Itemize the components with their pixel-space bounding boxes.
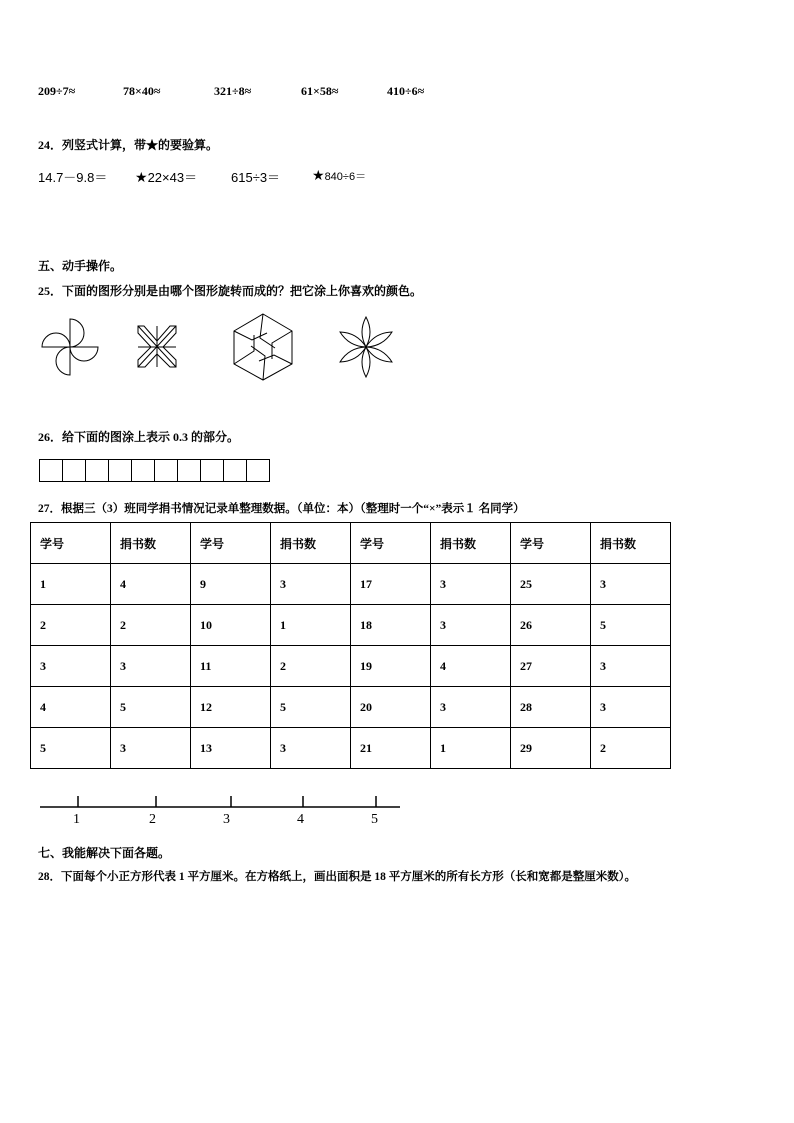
table-cell: 4 [111,564,191,605]
table-cell: 3 [431,605,511,646]
star-icon: ★ [312,167,325,183]
table-header-cell: 学号 [191,523,271,564]
table-cell: 2 [271,646,351,687]
table-cell: 3 [271,564,351,605]
table-header-cell: 学号 [511,523,591,564]
table-cell: 3 [431,564,511,605]
table-cell: 12 [191,687,271,728]
table-cell: 3 [591,646,671,687]
table-cell: 2 [591,728,671,769]
table-header-cell: 捐书数 [431,523,511,564]
table-cell: 19 [351,646,431,687]
table-cell: 10 [191,605,271,646]
section-7-heading: 七、我能解决下面各题。 [38,846,171,860]
axis-label: 4 [297,812,304,827]
section-5-heading: 五、动手操作。 [38,259,123,273]
table-cell: 29 [511,728,591,769]
calc-item-3: 615÷3＝ [231,170,281,185]
tally-axis [38,792,403,837]
table-row [31,605,671,646]
strip-cell[interactable] [131,459,155,482]
table-row [31,687,671,728]
table-cell: 1 [31,564,111,605]
table-cell: 3 [591,564,671,605]
question-28-title: 28．下面每个小正方形代表 1 平方厘米。在方格纸上，画出面积是 18 平方厘米的所有长方形（长和宽都是整厘米数）。 [38,871,636,883]
calc-item-4-text: 840÷6＝ [324,171,367,183]
x-arrow-icon[interactable] [138,326,176,367]
axis-label: 1 [73,812,80,827]
table-cell: 3 [431,687,511,728]
table-cell: 21 [351,728,431,769]
rotation-shapes [30,312,420,382]
table-cell: 5 [111,687,191,728]
calc-item-4 [312,167,366,184]
table-cell: 1 [271,605,351,646]
table-cell: 9 [191,564,271,605]
strip-cell[interactable] [154,459,178,482]
table-cell: 1 [431,728,511,769]
estimate-item-1: 209÷7≈ [38,84,76,98]
decimal-strip [39,459,269,482]
table-row [31,728,671,769]
table-cell: 3 [271,728,351,769]
calc-item-2-text: 22×43＝ [147,170,198,185]
table-row [31,564,671,605]
table-cell: 18 [351,605,431,646]
table-cell: 5 [31,728,111,769]
calc-item-1: 14.7－9.8＝ [38,170,108,185]
table-header-cell: 捐书数 [271,523,351,564]
strip-cell[interactable] [108,459,132,482]
table-cell: 4 [431,646,511,687]
table-cell: 5 [271,687,351,728]
table-cell: 20 [351,687,431,728]
table-cell: 27 [511,646,591,687]
strip-cell[interactable] [200,459,224,482]
table-cell: 2 [111,605,191,646]
hexagon-spiral-icon[interactable] [234,314,292,380]
estimate-item-4: 61×58≈ [301,84,339,98]
axis-label: 5 [371,812,378,827]
table-header-cell: 学号 [351,523,431,564]
table-row [31,646,671,687]
axis-label: 3 [223,812,230,827]
pinwheel-icon[interactable] [42,319,98,375]
table-cell: 3 [111,646,191,687]
question-25-title: 25．下面的图形分别是由哪个图形旋转而成的？把它涂上你喜欢的颜色。 [38,284,423,298]
table-cell: 25 [511,564,591,605]
table-header-row [31,523,671,564]
question-27-title: 27．根据三（3）班同学捐书情况记录单整理数据。（单位：本）（整理时一个“×”表示１ 名同学） [38,503,525,515]
calc-item-2 [135,167,197,186]
question-24-title: 24．列竖式计算，带★的要验算。 [38,138,219,152]
strip-cell[interactable] [39,459,63,482]
table-cell: 11 [191,646,271,687]
table-cell: 26 [511,605,591,646]
donation-table [30,522,671,769]
table-cell: 5 [591,605,671,646]
star-icon: ★ [135,169,148,185]
table-cell: 3 [31,646,111,687]
table-cell: 4 [31,687,111,728]
strip-cell[interactable] [85,459,109,482]
question-26-title: 26．给下面的图涂上表示 0.3 的部分。 [38,430,240,444]
estimate-item-3: 321÷8≈ [214,84,252,98]
estimate-item-2: 78×40≈ [123,84,161,98]
table-header-cell: 学号 [31,523,111,564]
strip-cell[interactable] [246,459,270,482]
strip-cell[interactable] [223,459,247,482]
axis-label: 2 [149,812,156,827]
table-header-cell: 捐书数 [111,523,191,564]
table-cell: 3 [591,687,671,728]
table-cell: 3 [111,728,191,769]
strip-cell[interactable] [62,459,86,482]
estimate-item-5: 410÷6≈ [387,84,425,98]
table-cell: 13 [191,728,271,769]
table-header-cell: 捐书数 [591,523,671,564]
strip-cell[interactable] [177,459,201,482]
table-cell: 2 [31,605,111,646]
table-cell: 28 [511,687,591,728]
flower-petal-icon[interactable] [338,317,394,377]
table-cell: 17 [351,564,431,605]
